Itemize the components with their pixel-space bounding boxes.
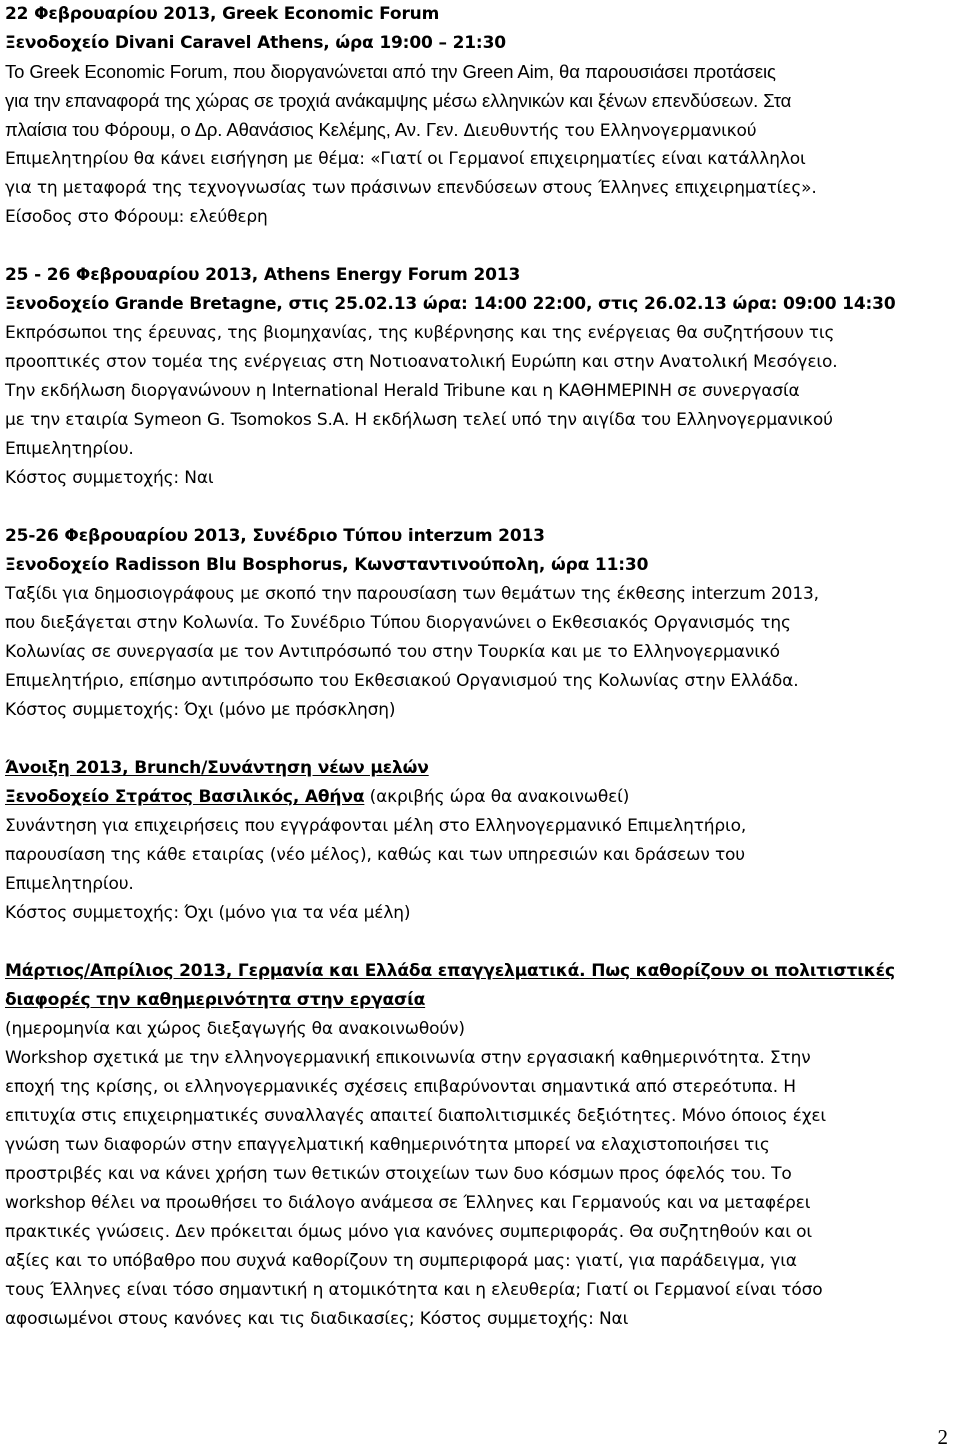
event-description-line: αφοσιωμένοι στους κανόνες και τις διαδικασίες; Κόστος συμμετοχής: Ναι	[5, 1309, 629, 1329]
event-description-line: Επιμελητήριο, επίσημο αντιπρόσωπο του Εκθεσιακού Οργανισμού της Κολωνίας στην Ελλάδα.	[5, 671, 799, 691]
event-description-line: προστριβές και να κάνει χρήση των θετικών στοιχείων των δυο κόσμων προς όφελός του. Το	[5, 1164, 792, 1184]
event-description-line: για την επαναφορά της χώρας σε τροχιά ανάκαμψης μέσω ελληνικών και ξένων επενδύσεων. Στα	[5, 90, 792, 111]
event-description-segment: Διευθυντής του Ελληνογερμανικού	[458, 121, 757, 141]
event-title: Μάρτιος/Απρίλιος 2013, Γερμανία και Ελλάδα επαγγελματικά. Πως καθορίζουν οι πολιτιστικές	[5, 961, 895, 981]
event-description-line: Επιμελητηρίου.	[5, 439, 134, 459]
event-description-line: τους Έλληνες είναι τόσο σημαντική η ατομικότητα και η ελευθερία; Γιατί οι Γερμανοί είναι τόσο	[5, 1280, 823, 1300]
event-venue-note: (ακριβής ώρα θα ανακοινωθεί)	[364, 787, 630, 807]
event-description-line: παρουσίαση της κάθε εταιρίας (νέο μέλος), καθώς και των υπηρεσιών και δράσεων του	[5, 845, 745, 865]
event-description-line: εποχή της κρίσης, οι ελληνογερμανικές σχέσεις επιβαρύνονται σημαντικά από στερεότυπα. Η	[5, 1077, 796, 1097]
event-description-line: Workshop σχετικά με την ελληνογερμανική επικοινωνία στην εργασιακή καθημερινότητα. Στην	[5, 1048, 811, 1068]
event-cost-info: Κόστος συμμετοχής: Όχι (μόνο με πρόσκληση)	[5, 700, 396, 720]
event-description-line: Το Greek Economic Forum, που διοργανώνεται από την Green Aim, θα παρουσιάσει προτάσεις	[5, 61, 776, 82]
page-number: 2	[937, 1425, 948, 1449]
event-venue: (ημερομηνία και χώρος διεξαγωγής θα ανακοινωθούν)	[5, 1019, 465, 1039]
event-description-line	[5, 119, 757, 142]
event-entry-info: Είσοδος στο Φόρουμ: ελεύθερη	[5, 207, 268, 227]
event-description-line: Επιμελητηρίου.	[5, 874, 134, 894]
event-title: διαφορές την καθημερινότητα στην εργασία	[5, 990, 426, 1010]
event-venue: Ξενοδοχείο Radisson Blu Bosphorus, Κωνσταντινούπολη, ώρα 11:30	[5, 555, 649, 575]
event-cost-info: Κόστος συμμετοχής: Όχι (μόνο για τα νέα μέλη)	[5, 903, 411, 923]
event-description-line: αξίες και το υπόβαθρο που συχνά καθορίζουν τη συμπεριφορά μας: γιατί, για παράδειγμα, για	[5, 1251, 797, 1271]
event-description-line: επιτυχία στις επιχειρηματικές συναλλαγές απαιτεί διαπολιτισμικές δεξιότητες. Μόνο όποιος έχει	[5, 1106, 827, 1126]
event-description-line: Εκπρόσωποι της έρευνας, της βιομηχανίας, της κυβέρνησης και της ενέργειας θα συζητήσουν τις	[5, 323, 835, 343]
event-description-line: για τη μεταφορά της τεχνογνωσίας των πράσινων επενδύσεων στους Έλληνες επιχειρηματίες».	[5, 178, 817, 198]
event-description-line: Ταξίδι για δημοσιογράφους με σκοπό την παρουσίαση των θεμάτων της έκθεσης interzum 2013,	[5, 584, 819, 604]
event-title: 25 - 26 Φεβρουαρίου 2013, Athens Energy Forum 2013	[5, 265, 521, 285]
event-description-line: πρακτικές γνώσεις. Δεν πρόκειται όμως μόνο για κανόνες συμπεριφοράς. Θα συζητηθούν και οι	[5, 1222, 812, 1242]
event-cost-info: Κόστος συμμετοχής: Ναι	[5, 468, 214, 488]
event-title: 22 Φεβρουαρίου 2013, Greek Economic Forum	[5, 4, 440, 24]
event-description-segment: πλαίσια του Φόρουμ, ο Δρ. Αθανάσιος Κελέμης, Αν. Γεν.	[5, 119, 459, 140]
event-title: Άνοιξη 2013, Brunch/Συνάντηση νέων μελών	[5, 758, 429, 778]
event-description-line: Επιμελητηρίου θα κάνει εισήγηση με θέμα: «Γιατί οι Γερμανοί επιχειρηματίες είναι κατάλληλοι	[5, 149, 806, 169]
event-description-line: Συνάντηση για επιχειρήσεις που εγγράφονται μέλη στο Ελληνογερμανικό Επιμελητήριο,	[5, 816, 747, 836]
event-venue: Ξενοδοχείο Grande Bretagne, στις 25.02.13 ώρα: 14:00 22:00, στις 26.02.13 ώρα: 09:00 14:30	[5, 294, 896, 314]
event-description-line: προοπτικές στον τομέα της ενέργειας στη Νοτιοανατολική Ευρώπη και στην Ανατολική Μεσόγειο.	[5, 352, 838, 372]
event-title: 25-26 Φεβρουαρίου 2013, Συνέδριο Τύπου interzum 2013	[5, 526, 545, 546]
event-description-line: workshop θέλει να προωθήσει το διάλογο ανάμεσα σε Έλληνες και Γερμανούς και να μεταφέρει	[5, 1193, 811, 1213]
event-description-line: που διεξάγεται στην Κολωνία. Το Συνέδριο Τύπου διοργανώνει ο Εκθεσιακός Οργανισμός της	[5, 613, 791, 633]
event-description-line: Κολωνίας σε συνεργασία με τον Αντιπρόσωπό του στην Τουρκία και με το Ελληνογερμανικό	[5, 642, 780, 662]
event-description-line: γνώση των διαφορών στην επαγγελματική καθημερινότητα μπορεί να ελαχιστοποιήσει τις	[5, 1135, 770, 1155]
event-venue: Ξενοδοχείο Divani Caravel Athens, ώρα 19:00 – 21:30	[5, 33, 506, 53]
event-venue-name: Ξενοδοχείο Στράτος Βασιλικός, Αθήνα	[5, 787, 365, 807]
event-venue	[5, 786, 629, 808]
event-description-line: με την εταιρία Symeon G. Tsomokos S.A. Η εκδήλωση τελεί υπό την αιγίδα του Ελληνογερμανικού	[5, 410, 833, 430]
event-description-line: Την εκδήλωση διοργανώνουν η International Herald Tribune και η ΚΑΘΗΜΕΡΙΝΗ σε συνεργασία	[5, 381, 800, 401]
